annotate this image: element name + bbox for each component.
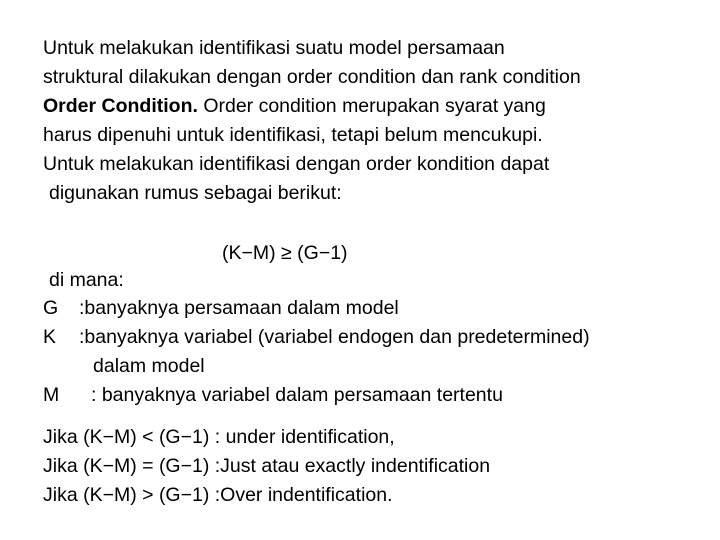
definition-symbol: G — [43, 297, 59, 319]
definition-text: :banyaknya variabel (variabel endogen dan predetermined) — [79, 326, 590, 348]
definition-text: : banyaknya variabel dalam persamaan tertentu — [91, 384, 503, 406]
intro-line-6: digunakan rumus sebagai berikut: — [49, 182, 342, 204]
case-over: Jika (K−M) > (G−1) :Over indentification. — [43, 484, 393, 506]
intro-line-1: Untuk melakukan identifikasi suatu model persamaan — [43, 37, 505, 59]
case-under: Jika (K−M) < (G−1) : under identification, — [43, 426, 395, 448]
definition-text: :banyaknya persamaan dalam model — [79, 297, 399, 319]
definition-k-continued: dalam model — [93, 355, 205, 377]
intro-line-3 — [43, 94, 546, 118]
intro-line-5: Untuk melakukan identifikasi dengan order kondition dapat — [43, 153, 550, 175]
formula: (K−M) ≥ (G−1) — [222, 242, 348, 264]
definition-symbol: K — [43, 326, 57, 348]
definition-g — [43, 296, 399, 320]
order-condition-heading: Order Condition. — [43, 95, 198, 117]
case-exact: Jika (K−M) = (G−1) :Just atau exactly indentification — [43, 455, 491, 477]
intro-line-4: harus dipenuhi untuk identifikasi, tetapi belum mencukupi. — [43, 124, 543, 146]
definition-m — [43, 383, 503, 407]
intro-line-2: struktural dilakukan dengan order condition dan rank condition — [43, 66, 581, 88]
definition-symbol: M — [43, 384, 60, 406]
intro-line-3-text: Order condition merupakan syarat yang — [203, 95, 546, 117]
definition-k — [43, 325, 590, 349]
definitions-heading: di mana: — [49, 269, 124, 291]
